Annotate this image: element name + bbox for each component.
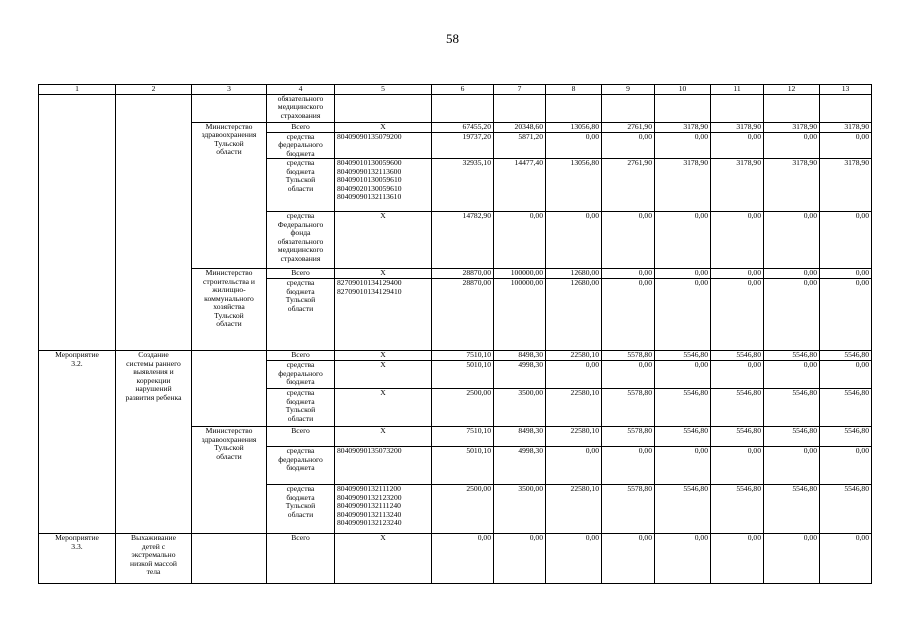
column-number: 12	[764, 85, 820, 95]
amount-cell: 12680,00	[546, 269, 602, 279]
executor-cell	[192, 351, 267, 427]
funding-source-cell: обязательного медицинского страхования	[267, 94, 335, 122]
empty-cell	[820, 94, 872, 122]
amount-cell: 0,00	[764, 132, 820, 159]
budget-code-cell: 80409090135073200	[335, 447, 432, 485]
amount-cell: 5578,80	[602, 389, 655, 427]
amount-cell: 0,00	[764, 269, 820, 279]
amount-cell: 2761,90	[602, 159, 655, 212]
amount-cell: 0,00	[546, 447, 602, 485]
empty-cell	[494, 94, 546, 122]
activity-cell: Мероприятие 3.3.	[39, 534, 116, 584]
budget-code-cell: Х	[335, 351, 432, 361]
amount-cell: 0,00	[820, 269, 872, 279]
amount-cell: 0,00	[546, 361, 602, 389]
amount-cell: 0,00	[711, 447, 764, 485]
amount-cell: 22580,10	[546, 351, 602, 361]
amount-cell: 0,00	[494, 212, 546, 269]
amount-cell: 5546,80	[711, 427, 764, 447]
amount-cell: 0,00	[546, 132, 602, 159]
activity-cell: Мероприятие 3.2.	[39, 351, 116, 534]
amount-cell: 19737,20	[432, 132, 494, 159]
amount-cell: 28870,00	[432, 269, 494, 279]
amount-cell: 67455,20	[432, 122, 494, 132]
budget-code-cell: Х	[335, 389, 432, 427]
column-number: 6	[432, 85, 494, 95]
funding-source-cell: средства Федерального фонда обязательного медицинского страхования	[267, 212, 335, 269]
amount-cell: 2500,00	[432, 389, 494, 427]
executor-cell	[192, 534, 267, 584]
amount-cell: 3178,90	[655, 159, 711, 212]
amount-cell: 0,00	[602, 361, 655, 389]
description-cell	[116, 94, 192, 351]
table-row	[39, 94, 872, 122]
amount-cell: 5546,80	[711, 485, 764, 534]
table-row	[39, 351, 872, 361]
amount-cell: 5546,80	[655, 389, 711, 427]
amount-cell: 5010,10	[432, 361, 494, 389]
amount-cell: 0,00	[711, 269, 764, 279]
executor-cell: Министерство здравоохранения Тульской области	[192, 122, 267, 269]
page-number: 58	[446, 31, 459, 46]
column-number: 11	[711, 85, 764, 95]
amount-cell: 0,00	[820, 361, 872, 389]
amount-cell: 22580,10	[546, 389, 602, 427]
amount-cell: 5871,20	[494, 132, 546, 159]
amount-cell: 0,00	[711, 361, 764, 389]
activity-cell	[39, 94, 116, 351]
amount-cell: 3178,90	[820, 122, 872, 132]
amount-cell: 5578,80	[602, 427, 655, 447]
amount-cell: 4998,30	[494, 447, 546, 485]
column-number: 5	[335, 85, 432, 95]
amount-cell: 3178,90	[655, 122, 711, 132]
empty-cell	[602, 94, 655, 122]
amount-cell: 0,00	[602, 212, 655, 269]
funding-source-cell: средства федерального бюджета	[267, 447, 335, 485]
amount-cell: 13056,80	[546, 159, 602, 212]
amount-cell: 3178,90	[764, 159, 820, 212]
amount-cell: 5010,10	[432, 447, 494, 485]
column-number: 1	[39, 85, 116, 95]
budget-code-cell: Х	[335, 361, 432, 389]
description-cell: Выхаживание детей с экстремально низкой массой тела	[116, 534, 192, 584]
amount-cell: 0,00	[711, 279, 764, 351]
amount-cell: 12680,00	[546, 279, 602, 351]
amount-cell: 0,00	[711, 212, 764, 269]
amount-cell: 0,00	[546, 212, 602, 269]
column-number: 3	[192, 85, 267, 95]
funding-source-cell: Всего	[267, 122, 335, 132]
amount-cell: 0,00	[602, 279, 655, 351]
funding-source-cell: средства бюджета Тульской области	[267, 389, 335, 427]
budget-code-cell: Х	[335, 122, 432, 132]
amount-cell: 8498,30	[494, 427, 546, 447]
amount-cell: 3178,90	[711, 159, 764, 212]
column-number: 13	[820, 85, 872, 95]
amount-cell: 5546,80	[820, 351, 872, 361]
executor-cell	[192, 94, 267, 122]
column-number: 4	[267, 85, 335, 95]
amount-cell: 3500,00	[494, 389, 546, 427]
amount-cell: 0,00	[546, 534, 602, 584]
amount-cell: 0,00	[820, 132, 872, 159]
amount-cell: 0,00	[820, 534, 872, 584]
amount-cell: 0,00	[820, 447, 872, 485]
amount-cell: 0,00	[655, 212, 711, 269]
amount-cell: 5578,80	[602, 485, 655, 534]
amount-cell: 0,00	[655, 447, 711, 485]
amount-cell: 5546,80	[764, 389, 820, 427]
funding-source-cell: средства федерального бюджета	[267, 132, 335, 159]
amount-cell: 3178,90	[711, 122, 764, 132]
executor-cell: Министерство здравоохранения Тульской области	[192, 427, 267, 534]
funding-source-cell: средства бюджета Тульской области	[267, 159, 335, 212]
budget-code-cell: Х	[335, 534, 432, 584]
empty-cell	[655, 94, 711, 122]
funding-source-cell: средства бюджета Тульской области	[267, 485, 335, 534]
amount-cell: 0,00	[655, 534, 711, 584]
amount-cell: 5546,80	[820, 389, 872, 427]
amount-cell: 28870,00	[432, 279, 494, 351]
amount-cell: 0,00	[602, 534, 655, 584]
empty-cell	[764, 94, 820, 122]
amount-cell: 8498,30	[494, 351, 546, 361]
amount-cell: 0,00	[602, 447, 655, 485]
amount-cell: 5546,80	[820, 485, 872, 534]
amount-cell: 22580,10	[546, 427, 602, 447]
amount-cell: 14782,90	[432, 212, 494, 269]
budget-code-cell: 80409090135079200	[335, 132, 432, 159]
amount-cell: 3178,90	[820, 159, 872, 212]
amount-cell: 4998,30	[494, 361, 546, 389]
funding-source-cell: Всего	[267, 427, 335, 447]
column-number: 7	[494, 85, 546, 95]
empty-cell	[546, 94, 602, 122]
amount-cell: 0,00	[711, 534, 764, 584]
budget-code-cell: 80409010130059600 80409090132113600 80409010130059610 80409020130059610 80409090132113610	[335, 159, 432, 212]
budget-table	[38, 84, 872, 584]
amount-cell: 5546,80	[711, 351, 764, 361]
amount-cell: 0,00	[711, 132, 764, 159]
amount-cell: 0,00	[602, 269, 655, 279]
amount-cell: 0,00	[655, 269, 711, 279]
amount-cell: 0,00	[820, 279, 872, 351]
amount-cell: 0,00	[764, 279, 820, 351]
amount-cell: 5546,80	[655, 427, 711, 447]
funding-source-cell: средства федерального бюджета	[267, 361, 335, 389]
amount-cell: 0,00	[655, 361, 711, 389]
amount-cell: 7510,10	[432, 427, 494, 447]
executor-cell: Министерство строительства и жилищно- коммунального хозяйства Тульской области	[192, 269, 267, 351]
amount-cell: 0,00	[764, 212, 820, 269]
budget-code-cell: Х	[335, 212, 432, 269]
funding-source-cell: Всего	[267, 351, 335, 361]
empty-cell	[335, 94, 432, 122]
empty-cell	[432, 94, 494, 122]
budget-code-cell: Х	[335, 427, 432, 447]
amount-cell: 0,00	[820, 212, 872, 269]
empty-cell	[711, 94, 764, 122]
budget-code-cell: 80409090132111200 80409090132123200 80409090132111240 80409090132113240 80409090132123240	[335, 485, 432, 534]
amount-cell: 5578,80	[602, 351, 655, 361]
amount-cell: 0,00	[764, 447, 820, 485]
amount-cell: 0,00	[602, 132, 655, 159]
description-cell: Создание системы раннего выявления и коррекции нарушений развития ребенка	[116, 351, 192, 534]
amount-cell: 5546,80	[655, 485, 711, 534]
amount-cell: 2500,00	[432, 485, 494, 534]
amount-cell: 0,00	[764, 361, 820, 389]
amount-cell: 5546,80	[655, 351, 711, 361]
amount-cell: 0,00	[655, 132, 711, 159]
column-number: 8	[546, 85, 602, 95]
amount-cell: 20348,60	[494, 122, 546, 132]
amount-cell: 5546,80	[764, 427, 820, 447]
amount-cell: 3178,90	[764, 122, 820, 132]
amount-cell: 7510,10	[432, 351, 494, 361]
amount-cell: 100000,00	[494, 279, 546, 351]
amount-cell: 5546,80	[764, 351, 820, 361]
amount-cell: 100000,00	[494, 269, 546, 279]
amount-cell: 3500,00	[494, 485, 546, 534]
amount-cell: 0,00	[432, 534, 494, 584]
column-number: 10	[655, 85, 711, 95]
amount-cell: 14477,40	[494, 159, 546, 212]
amount-cell: 5546,80	[820, 427, 872, 447]
amount-cell: 32935,10	[432, 159, 494, 212]
column-number: 2	[116, 85, 192, 95]
budget-code-cell: 82709010134129400 82709010134129410	[335, 279, 432, 351]
table-row	[39, 534, 872, 584]
amount-cell: 0,00	[494, 534, 546, 584]
amount-cell: 5546,80	[764, 485, 820, 534]
header-row	[39, 85, 872, 95]
funding-source-cell: Всего	[267, 534, 335, 584]
amount-cell: 5546,80	[711, 389, 764, 427]
budget-code-cell: Х	[335, 269, 432, 279]
funding-source-cell: средства бюджета Тульской области	[267, 279, 335, 351]
amount-cell: 0,00	[764, 534, 820, 584]
amount-cell: 13056,80	[546, 122, 602, 132]
column-number: 9	[602, 85, 655, 95]
amount-cell: 22580,10	[546, 485, 602, 534]
amount-cell: 2761,90	[602, 122, 655, 132]
amount-cell: 0,00	[655, 279, 711, 351]
funding-source-cell: Всего	[267, 269, 335, 279]
